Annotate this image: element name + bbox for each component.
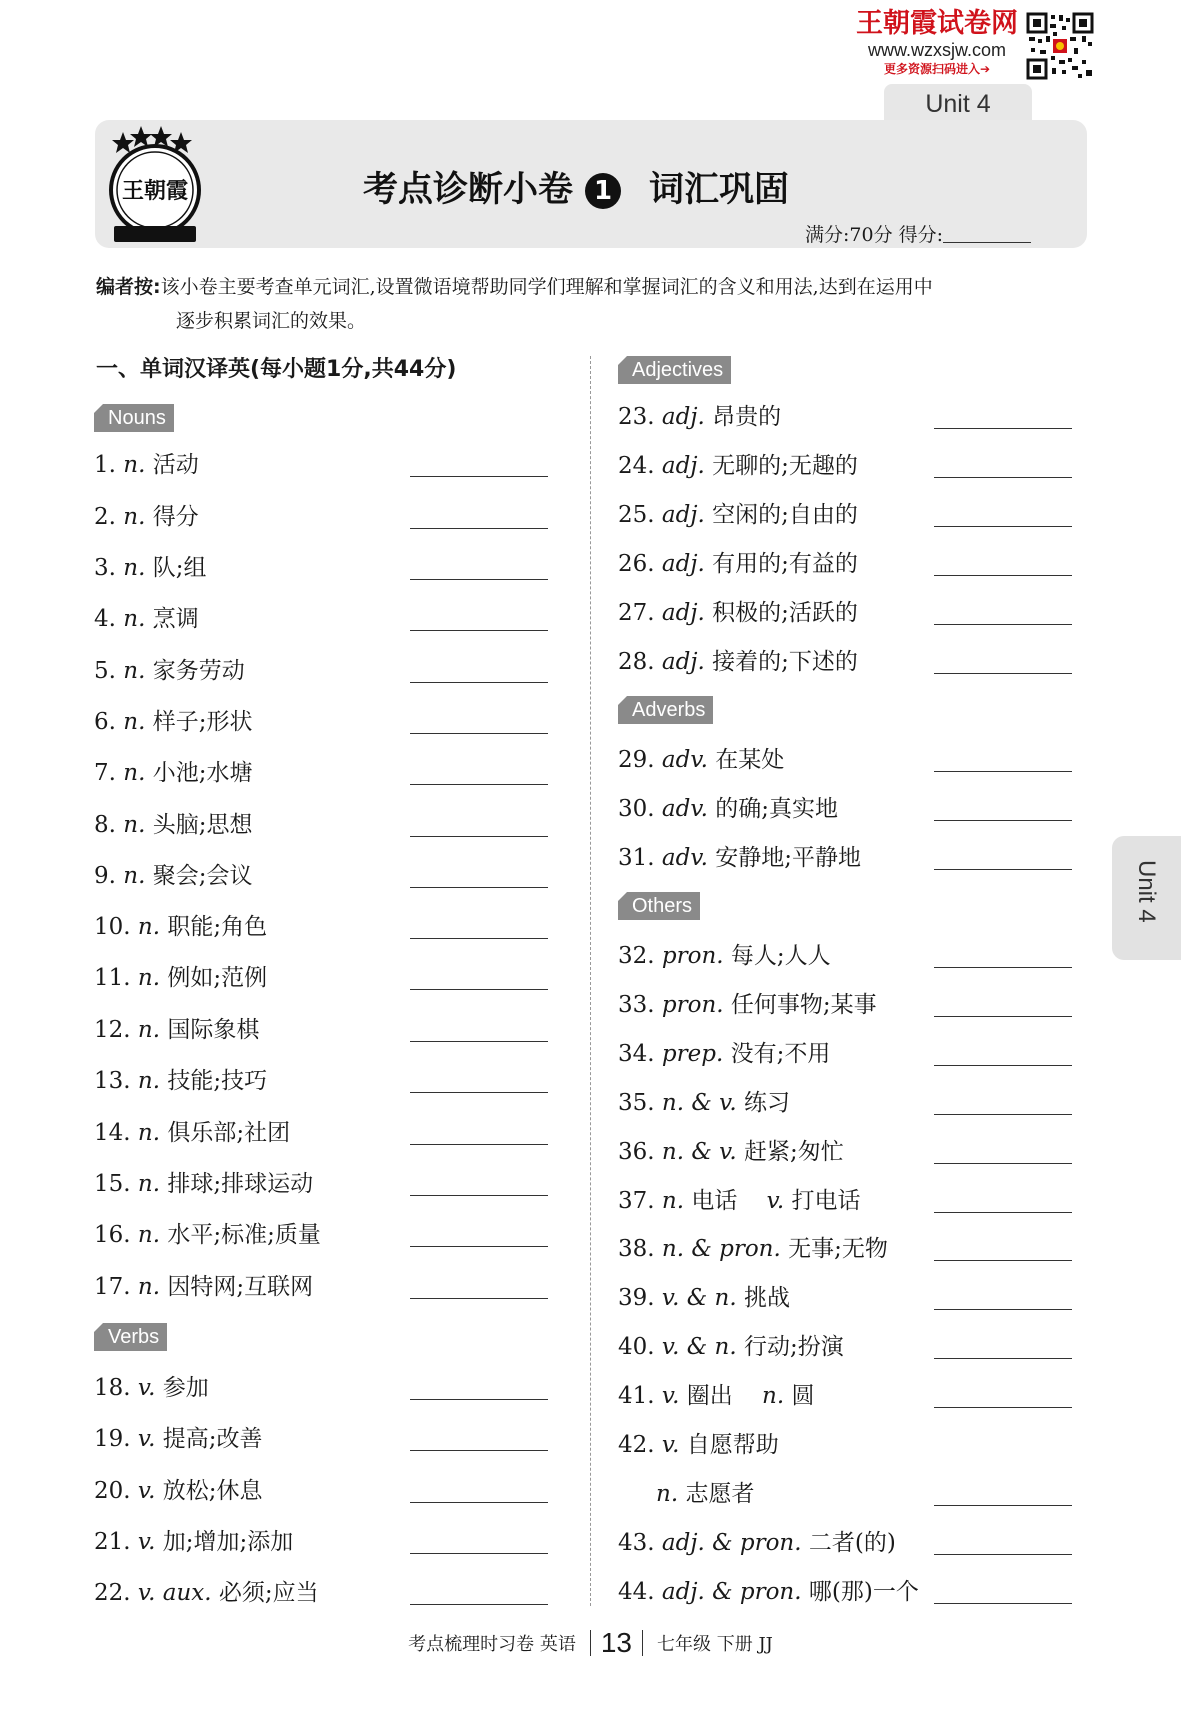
part-of-speech: adv. (661, 747, 708, 773)
part-of-speech: pron. (661, 943, 724, 969)
vocab-item (94, 707, 252, 737)
part-of-speech: n. & v. (661, 1139, 737, 1165)
vocab-item (94, 1015, 259, 1045)
category-verbs: Verbs (94, 1323, 167, 1351)
part-of-speech: adj. (661, 453, 705, 479)
item-number: 10. (94, 914, 131, 940)
answer-blank[interactable] (410, 528, 548, 529)
page-title (363, 162, 789, 212)
item-meaning: 技能;技巧 (167, 1068, 268, 1094)
qr-code-icon[interactable] (1026, 12, 1094, 80)
item-number: 41. (618, 1383, 655, 1409)
part-of-speech: v. (137, 1426, 156, 1452)
item-meaning: 昂贵的 (712, 404, 782, 430)
item-meaning: 积极的;活跃的 (712, 600, 858, 626)
item-meaning: 样子;形状 (152, 709, 253, 735)
answer-blank[interactable] (410, 1399, 548, 1400)
part-of-speech: v. (137, 1375, 156, 1401)
vocab-item (94, 1169, 313, 1199)
category-adjectives: Adjectives (618, 356, 731, 384)
item-meaning: 俱乐部;社团 (167, 1120, 291, 1146)
score-label: 满分:70分 得分: (805, 224, 944, 246)
logo-seal-icon (100, 126, 210, 248)
note-line-1: 该小卷主要考查单元词汇,设置微语境帮助同学们理解和掌握词汇的含义和用法,达到在运用中 (160, 276, 933, 298)
answer-blank[interactable] (934, 1554, 1072, 1555)
brand-url[interactable]: www.wzxsjw.com (867, 40, 1006, 60)
item-meaning: 头脑;思想 (152, 812, 253, 838)
vocab-item (618, 745, 784, 775)
item-meaning: 自愿帮助 (686, 1432, 779, 1458)
item-meaning: 职能;角色 (167, 914, 268, 940)
answer-blank[interactable] (410, 938, 548, 939)
item-number: 14. (94, 1120, 131, 1146)
item-meaning: 无聊的;无趣的 (712, 453, 858, 479)
item-meaning: 电话 (691, 1188, 738, 1214)
part-of-speech: n. (123, 812, 146, 838)
item-meaning: 在某处 (715, 747, 785, 773)
item-number: 1. (94, 452, 116, 478)
item-number: 17. (94, 1274, 131, 1300)
answer-blank[interactable] (934, 428, 1072, 429)
item-number: 6. (94, 709, 116, 735)
item-number: 29. (618, 747, 655, 773)
item-number: 18. (94, 1375, 131, 1401)
part-of-speech: n. (123, 658, 146, 684)
vocab-item (618, 1234, 888, 1264)
item-meaning: 无事;无物 (788, 1236, 888, 1262)
vocab-item (618, 1283, 790, 1313)
answer-blank[interactable] (934, 1163, 1072, 1164)
section-title: 一、单词汉译英(每小题1分,共44分) (96, 357, 457, 382)
answer-blank[interactable] (934, 477, 1072, 478)
vocab-item (94, 1272, 313, 1302)
vocab-item (94, 758, 252, 788)
item-meaning: 放松;休息 (162, 1478, 263, 1504)
answer-blank[interactable] (410, 1502, 548, 1503)
part-of-speech: adj. (661, 600, 705, 626)
answer-blank[interactable] (934, 1114, 1072, 1115)
part-of-speech: n. (123, 709, 146, 735)
item-meaning: 活动 (152, 452, 199, 478)
answer-blank[interactable] (410, 1092, 548, 1093)
item-meaning: 哪(那)一个 (808, 1579, 919, 1605)
item-meaning: 加;增加;添加 (162, 1529, 294, 1555)
logo-text: 王朝霞 (121, 178, 189, 204)
item-meaning: 队;组 (152, 555, 207, 581)
item-number: 3. (94, 555, 116, 581)
answer-blank[interactable] (410, 1195, 548, 1196)
item-number: 43. (618, 1530, 655, 1556)
answer-blank[interactable] (934, 1309, 1072, 1310)
item-number: 15. (94, 1171, 131, 1197)
vocab-item (618, 843, 861, 873)
vocab-item (94, 553, 206, 583)
item-meaning: 排球;排球运动 (167, 1171, 314, 1197)
category-nouns: Nouns (94, 404, 174, 432)
vocab-item (94, 1118, 290, 1148)
item-number: 13. (94, 1068, 131, 1094)
item-number: 42. (618, 1432, 655, 1458)
answer-blank[interactable] (410, 989, 548, 990)
item-number: 2. (94, 504, 116, 530)
vocab-item (618, 500, 858, 530)
vocab-item (618, 1381, 814, 1411)
item-number: 4. (94, 606, 116, 632)
item-number: 26. (618, 551, 655, 577)
answer-blank[interactable] (934, 1260, 1072, 1261)
item-meaning: 二者(的) (808, 1530, 896, 1556)
item-number: 20. (94, 1478, 131, 1504)
vocab-item (94, 810, 252, 840)
vocab-item (94, 1424, 263, 1454)
part-of-speech: prep. (661, 1041, 724, 1067)
answer-blank[interactable] (934, 1358, 1072, 1359)
answer-blank[interactable] (934, 771, 1072, 772)
vocab-item (94, 1476, 263, 1506)
side-unit-label: Unit 4 (1133, 860, 1160, 923)
item-meaning: 接着的;下述的 (712, 649, 858, 675)
part-of-speech: adj. (661, 404, 705, 430)
item-number: 25. (618, 502, 655, 528)
answer-blank[interactable] (410, 1553, 548, 1554)
answer-blank[interactable] (410, 836, 548, 837)
vocab-item (94, 963, 267, 993)
vocab-item (618, 647, 858, 677)
vocab-item (618, 1088, 790, 1118)
brand-name: 王朝霞试卷网 (856, 8, 1018, 39)
part-of-speech: n. (137, 1017, 161, 1043)
editor-note (96, 270, 1086, 338)
title-number: 1 (585, 173, 621, 209)
vocab-item (94, 912, 267, 942)
item-meaning: 提高;改善 (162, 1426, 263, 1452)
item-number: 35. (618, 1090, 655, 1116)
vocab-item (618, 1332, 844, 1362)
page-number: 13 (590, 1630, 643, 1656)
vocab-item (94, 1220, 321, 1250)
part-of-speech: n. (123, 452, 146, 478)
answer-blank[interactable] (934, 526, 1072, 527)
answer-blank[interactable] (934, 869, 1072, 870)
item-number: 19. (94, 1426, 131, 1452)
vocab-item (618, 1577, 919, 1607)
part-of-speech: v. (137, 1529, 156, 1555)
part-of-speech: v. (661, 1432, 680, 1458)
item-number: 16. (94, 1222, 131, 1248)
answer-blank[interactable] (934, 1603, 1072, 1604)
vocab-item (94, 861, 252, 891)
part-of-speech: n. (123, 863, 146, 889)
brand-block (852, 8, 1022, 78)
item-number: 32. (618, 943, 655, 969)
item-meaning: 水平;标准;质量 (167, 1222, 321, 1248)
item-number: 36. (618, 1139, 655, 1165)
answer-blank[interactable] (410, 1604, 548, 1605)
part-of-speech: n. & v. (661, 1090, 737, 1116)
vocab-item (94, 656, 245, 686)
item-meaning-2: 圆 (791, 1383, 815, 1409)
part-of-speech: v. (137, 1478, 156, 1504)
item-number: 31. (618, 845, 655, 871)
item-meaning: 家务劳动 (152, 658, 245, 684)
item-number: 9. (94, 863, 116, 889)
item-number: 21. (94, 1529, 131, 1555)
item-number: 44. (618, 1579, 655, 1605)
answer-blank[interactable] (410, 630, 548, 631)
answer-blank[interactable] (410, 733, 548, 734)
item-number: 37. (618, 1188, 655, 1214)
vocab-item (618, 549, 858, 579)
category-adverbs: Adverbs (618, 696, 713, 724)
footer-right: 七年级 下册 JJ (657, 1634, 773, 1655)
part-of-speech-2: v. (766, 1188, 785, 1214)
item-meaning: 挑战 (744, 1285, 790, 1311)
vocab-item (94, 1578, 319, 1608)
item-meaning: 每人;人人 (730, 943, 831, 969)
vocab-item (94, 1527, 293, 1557)
item-meaning-2: 打电话 (791, 1188, 861, 1214)
part-of-speech: n. (137, 914, 161, 940)
answer-blank[interactable] (934, 624, 1072, 625)
vocab-item (618, 794, 838, 824)
part-of-speech: adv. (661, 845, 708, 871)
item-meaning: 参加 (162, 1375, 209, 1401)
part-of-speech: n. (137, 1171, 161, 1197)
item-meaning: 行动;扮演 (744, 1334, 844, 1360)
score-blank[interactable] (943, 224, 1031, 243)
answer-blank[interactable] (410, 784, 548, 785)
footer-left: 考点梳理时习卷 英语 (408, 1634, 576, 1655)
item-number: 30. (618, 796, 655, 822)
answer-blank[interactable] (410, 682, 548, 683)
item-number: 24. (618, 453, 655, 479)
item-number: 28. (618, 649, 655, 675)
part-of-speech: n. (661, 1188, 685, 1214)
answer-blank[interactable] (410, 1298, 548, 1299)
answer-blank[interactable] (934, 1407, 1072, 1408)
item-number: 40. (618, 1334, 655, 1360)
part-of-speech: adj. (661, 502, 705, 528)
item-meaning: 赶紧;匆忙 (744, 1139, 844, 1165)
answer-blank[interactable] (410, 887, 548, 888)
title-subtitle: 词汇巩固 (649, 170, 790, 210)
answer-blank[interactable] (410, 1246, 548, 1247)
part-of-speech: n. & pron. (661, 1236, 781, 1262)
brand-tip: 更多资源扫码进入➔ (883, 62, 991, 76)
part-of-speech: adv. (661, 796, 708, 822)
part-of-speech: adj. & pron. (661, 1530, 802, 1556)
title-text: 考点诊断小卷 (363, 170, 574, 210)
part-of-speech: n. (137, 1120, 161, 1146)
part-of-speech: v. & n. (661, 1285, 737, 1311)
item-number: 8. (94, 812, 116, 838)
vocab-item (618, 402, 781, 432)
item-number: 27. (618, 600, 655, 626)
part-of-speech: n. (656, 1481, 679, 1507)
answer-blank[interactable] (410, 579, 548, 580)
answer-blank[interactable] (934, 673, 1072, 674)
item-number: 12. (94, 1017, 131, 1043)
item-meaning: 的确;真实地 (715, 796, 838, 822)
item-meaning: 小池;水塘 (152, 760, 253, 786)
answer-blank[interactable] (410, 1041, 548, 1042)
unit-tab: Unit 4 (884, 84, 1032, 120)
item-meaning: 有用的;有益的 (712, 551, 858, 577)
part-of-speech: adj. (661, 649, 705, 675)
vocab-item (618, 598, 858, 628)
answer-blank[interactable] (410, 1144, 548, 1145)
vocab-item (618, 1528, 896, 1558)
part-of-speech: v. & n. (661, 1334, 737, 1360)
item-number: 11. (94, 965, 131, 991)
item-meaning: 练习 (744, 1090, 790, 1116)
item-meaning: 空闲的;自由的 (712, 502, 858, 528)
vocab-item (618, 941, 831, 971)
note-line-2: 逐步积累词汇的效果。 (176, 310, 367, 332)
score-line (805, 220, 1031, 247)
vocab-item (94, 450, 199, 480)
answer-blank[interactable] (934, 1505, 1072, 1506)
vocab-item (618, 1430, 779, 1460)
part-of-speech: n. (123, 504, 146, 530)
part-of-speech: n. (123, 555, 146, 581)
answer-blank[interactable] (934, 820, 1072, 821)
answer-blank[interactable] (410, 1450, 548, 1451)
part-of-speech: n. (137, 965, 161, 991)
footer (0, 1627, 1181, 1658)
item-meaning: 志愿者 (685, 1481, 755, 1507)
item-meaning: 安静地;平静地 (715, 845, 861, 871)
vocab-item (618, 451, 858, 481)
part-of-speech: n. (137, 1222, 161, 1248)
item-number: 23. (618, 404, 655, 430)
vocab-item (94, 1373, 209, 1403)
vocab-item (618, 1186, 860, 1216)
item-meaning: 国际象棋 (167, 1017, 260, 1043)
item-number: 7. (94, 760, 116, 786)
item-meaning: 因特网;互联网 (167, 1274, 314, 1300)
part-of-speech: n. (123, 606, 146, 632)
answer-blank[interactable] (934, 1212, 1072, 1213)
answer-blank[interactable] (934, 1016, 1072, 1017)
item-meaning: 任何事物;某事 (730, 992, 877, 1018)
item-meaning: 得分 (152, 504, 199, 530)
item-meaning: 聚会;会议 (152, 863, 253, 889)
item-meaning: 必须;应当 (218, 1580, 319, 1606)
part-of-speech: pron. (661, 992, 724, 1018)
vocab-item (618, 990, 877, 1020)
answer-blank[interactable] (410, 476, 548, 477)
part-of-speech-2: n. (762, 1383, 785, 1409)
column-divider (590, 356, 591, 1606)
item-number: 33. (618, 992, 655, 1018)
vocab-item (94, 604, 199, 634)
part-of-speech: n. (137, 1068, 161, 1094)
item-meaning: 例如;范例 (167, 965, 268, 991)
part-of-speech: v. aux. (137, 1580, 212, 1606)
answer-blank[interactable] (934, 1065, 1072, 1066)
vocab-item (618, 1039, 830, 1069)
item-number: 39. (618, 1285, 655, 1311)
vocab-item (94, 1066, 267, 1096)
item-number: 5. (94, 658, 116, 684)
side-unit-tab (1112, 836, 1181, 960)
answer-blank[interactable] (934, 967, 1072, 968)
item-number: 34. (618, 1041, 655, 1067)
vocab-item (656, 1479, 754, 1509)
vocab-item (94, 502, 199, 532)
category-others: Others (618, 892, 700, 920)
part-of-speech: n. (123, 760, 146, 786)
part-of-speech: n. (137, 1274, 161, 1300)
vocab-item (618, 1137, 844, 1167)
part-of-speech: adj. (661, 551, 705, 577)
part-of-speech: adj. & pron. (661, 1579, 802, 1605)
part-of-speech: v. (661, 1383, 680, 1409)
item-meaning: 圈出 (686, 1383, 733, 1409)
item-number: 22. (94, 1580, 131, 1606)
item-meaning: 没有;不用 (730, 1041, 831, 1067)
note-label: 编者按: (96, 276, 161, 298)
item-number: 38. (618, 1236, 655, 1262)
answer-blank[interactable] (934, 575, 1072, 576)
item-meaning: 烹调 (152, 606, 199, 632)
